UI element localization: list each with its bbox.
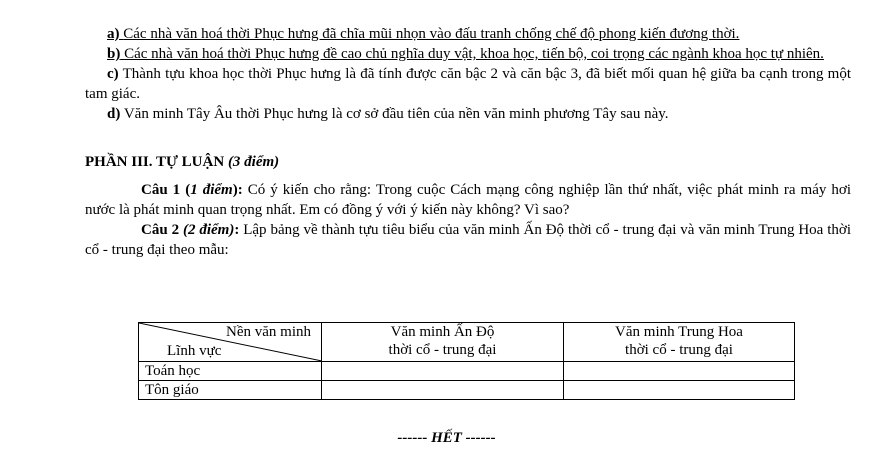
question-2: Câu 2 (2 điểm): Lập bảng về thành tựu tiêu biểu của văn minh Ấn Độ thời cổ - trung đại và văn minh Trung Hoa thời cổ - trung đại theo mẫu:	[85, 222, 851, 258]
corner-bottom-label: Lĩnh vực	[167, 343, 222, 359]
statement-c: c) Thành tựu khoa học thời Phục hưng là đã tính được căn bậc 2 và căn bậc 3, đã biết mối quan hệ giữa ba cạnh trong một tam giác.	[85, 66, 851, 102]
table-cell	[322, 362, 564, 381]
table-row	[139, 381, 795, 400]
table-cell	[322, 381, 564, 400]
table-cell	[564, 362, 795, 381]
end-mark: ------ HẾT ------	[397, 430, 496, 446]
document-body	[85, 24, 851, 260]
achievement-table	[138, 322, 795, 400]
statement-a: a) Các nhà văn hoá thời Phục hưng đã chĩa mũi nhọn vào đấu tranh chống chế độ phong kiến đương thời.	[107, 26, 740, 42]
corner-top-label: Nền văn minh	[226, 324, 311, 340]
row-label: Tôn giáo	[139, 381, 322, 400]
table-cell	[564, 381, 795, 400]
statement-b: b) Các nhà văn hoá thời Phục hưng đề cao chủ nghĩa duy vật, khoa học, tiến bộ, coi trọng các ngành khoa học tự nhiên.	[107, 46, 824, 62]
question-1: Câu 1 (1 điểm): Có ý kiến cho rằng: Trong cuộc Cách mạng công nghiệp lần thứ nhất, việc phát minh ra máy hơi nước là phát minh quan trọng nhất. Em có đồng ý với ý kiến này không? Vì sao?	[85, 182, 851, 218]
column-header-china: Văn minh Trung Hoa thời cổ - trung đại	[564, 323, 795, 362]
table-corner-cell	[139, 323, 322, 362]
row-label: Toán học	[139, 362, 322, 381]
column-header-india: Văn minh Ấn Độ thời cổ - trung đại	[322, 323, 564, 362]
statement-d: d) Văn minh Tây Âu thời Phục hưng là cơ sở đầu tiên của nền văn minh phương Tây sau này.	[107, 106, 669, 122]
part3-heading: PHẦN III. TỰ LUẬN (3 điểm)	[85, 154, 280, 170]
table-row	[139, 362, 795, 381]
